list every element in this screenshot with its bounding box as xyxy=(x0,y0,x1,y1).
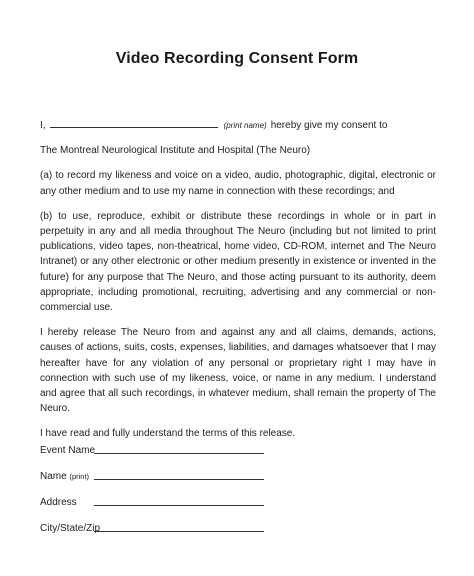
field-city-state-zip xyxy=(40,508,264,534)
field-label: City/State/Zip xyxy=(40,523,101,534)
field-name xyxy=(40,456,264,482)
clause-b: (b) to use, reproduce, exhibit or distribute these recordings in whole or in part in perpetuity in any and all media throughout The Neuro (including but not limited to print publications, video tapes, non-theatrical, home video, CD-ROM, internet and The Neuro Intranet) or any other electronic or other medium presently in existence or invented in the future) for any purpose that The Neuro, and those acting pursuant to its authority, deem appropriate, including promotional, recruiting, advertising and any commercial or non-commercial use. xyxy=(40,210,436,314)
form-body xyxy=(40,118,436,452)
event-name-line[interactable] xyxy=(94,453,264,454)
field-sub-label: (print) xyxy=(69,472,90,481)
clause-a: (a) to record my likeness and voice on a video, audio, photographic, digital, electronic or any other medium and to use my name in connection with these recordings; and xyxy=(40,170,436,197)
release-paragraph: I hereby release The Neuro from and against any and all claims, demands, actions, causes of actions, suits, costs, expenses, liabilities, and damages whatsoever that I may hereafter have for any violation of any personal or proprietary right I may have in connection with such use of my likeness, voice, or name in any medium. I understand and agree that all such recordings, in whatever medium, shall remain the property of The Neuro. xyxy=(40,327,436,415)
consent-suffix: hereby give my consent to xyxy=(270,120,388,131)
print-name-hint: (print name) xyxy=(223,121,267,130)
field-label: Name (print) xyxy=(40,471,90,482)
print-name-blank[interactable] xyxy=(50,127,218,128)
city-state-zip-line[interactable] xyxy=(94,531,264,532)
signature-fields xyxy=(40,430,264,534)
consent-statement xyxy=(40,118,436,133)
field-event-name xyxy=(40,430,264,456)
institution-name: The Montreal Neurological Institute and Hospital (The Neuro) xyxy=(40,145,311,157)
field-label: Event Name xyxy=(40,445,96,456)
acknowledgement: I have read and fully understand the terms of this release. xyxy=(40,428,296,440)
address-line[interactable] xyxy=(94,505,264,506)
name-line[interactable] xyxy=(94,479,264,480)
field-label: Address xyxy=(40,497,77,508)
form-title: Video Recording Consent Form xyxy=(115,50,359,67)
consent-prefix: I, xyxy=(40,120,46,131)
field-address xyxy=(40,482,264,508)
